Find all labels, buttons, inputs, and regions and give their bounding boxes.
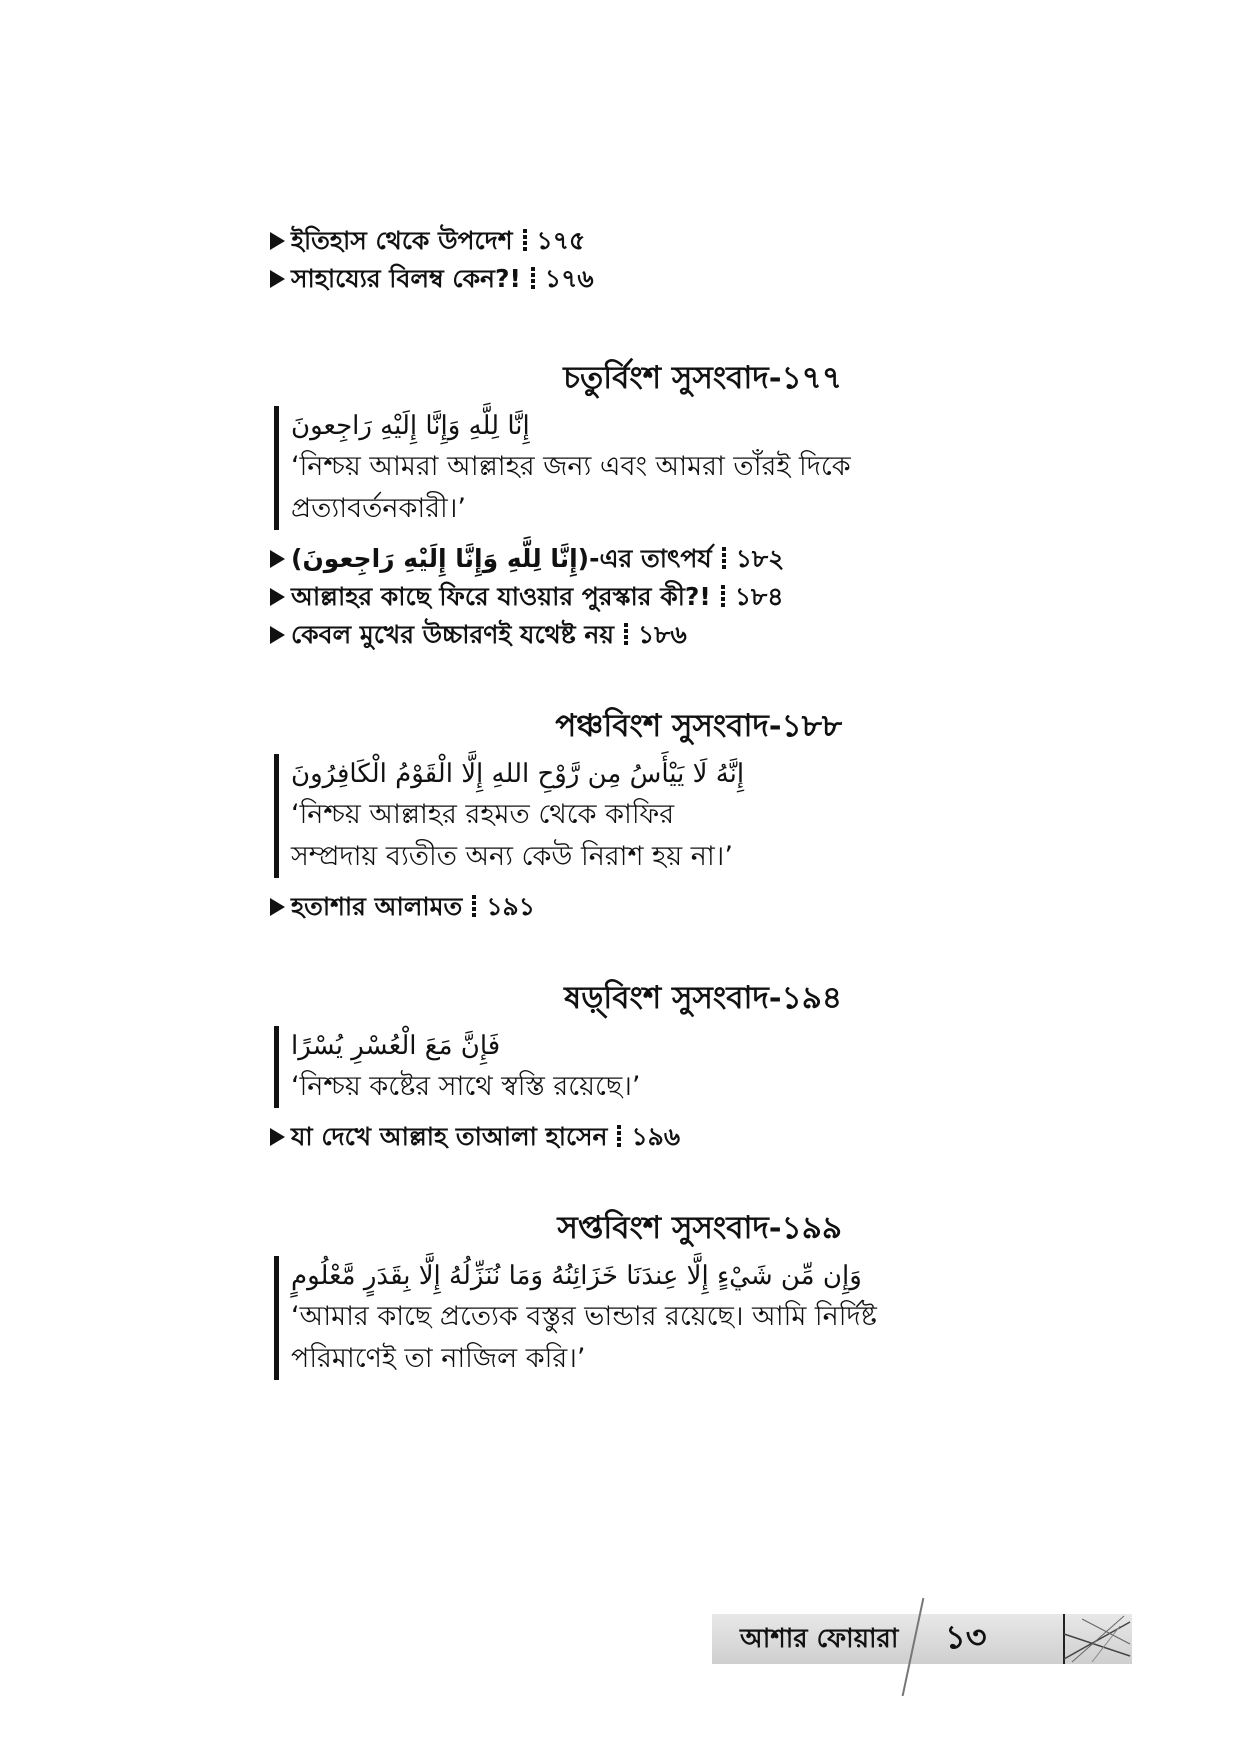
toc-item-title: কেবল মুখের উচ্চারণই যথেষ্ট নয় <box>291 620 615 649</box>
toc-item-page: ১৭৬ <box>544 264 594 293</box>
toc-item[interactable] <box>270 260 960 298</box>
verse-translation-line: সম্প্রদায় ব্যতীত অন্য কেউ নিরাশ হয় না।’ <box>291 841 733 872</box>
toc-item-page: ১৯১ <box>486 892 535 921</box>
toc-item[interactable] <box>270 888 960 926</box>
toc-item-page: ১৮২ <box>735 544 785 573</box>
verse-block <box>274 406 960 530</box>
verse-translation-line: ‘নিশ্চয় কষ্টের সাথে স্বস্তি রয়েছে।’ <box>291 1071 641 1102</box>
toc-item-title: যা দেখে আল্লাহ তাআলা হাসেন <box>291 1122 608 1151</box>
verse-block <box>274 754 960 878</box>
arabic-verse: وَإِن مِّن شَيْءٍ إِلَّا عِندَنَا خَزَائِنُهُ وَمَا نُنَزِّلُهُ إِلَّا بِقَدَرٍ مَّعْلُومٍ <box>291 1261 862 1291</box>
triangle-bullet-icon <box>270 232 285 250</box>
chapter-heading[interactable]: চতুর্বিংশ সুসংবাদ-১৭৭ <box>563 360 842 396</box>
arabic-verse: فَإِنَّ مَعَ الْعُسْرِ يُسْرًا <box>291 1031 501 1061</box>
toc-item-title: (إِنَّا لِلَّهِ وَإِنَّا إِلَيْهِ رَاجِعونَ)-এর তাৎপর্য <box>291 544 712 573</box>
verse-block <box>274 1026 960 1108</box>
decorative-lines-icon <box>1062 1614 1132 1664</box>
triangle-bullet-icon <box>270 270 285 288</box>
triangle-bullet-icon <box>270 1128 285 1146</box>
verse-block <box>274 1256 960 1380</box>
toc-item-page: ১৭৫ <box>536 226 586 255</box>
footer-page-number: ১৩ <box>945 1618 987 1656</box>
arabic-verse: إِنَّا لِلَّهِ وَإِنَّا إِلَيْهِ رَاجِعونَ <box>291 411 530 441</box>
chapter-heading[interactable]: পঞ্চবিংশ সুসংবাদ-১৮৮ <box>555 708 842 744</box>
toc-item[interactable] <box>270 616 960 654</box>
verse-translation-line: পরিমাণেই তা নাজিল করি।’ <box>291 1343 586 1374</box>
dotted-separator-icon <box>617 1125 621 1149</box>
toc-item-page: ১৯৬ <box>631 1122 681 1151</box>
toc-item[interactable] <box>270 1118 960 1156</box>
dotted-separator-icon <box>624 623 628 647</box>
toc-item-title: সাহায্যের বিলম্ব কেন?! <box>291 264 521 293</box>
chapter-heading[interactable]: ষড়্‌বিংশ সুসংবাদ-১৯৪ <box>564 980 842 1016</box>
verse-translation-line: ‘নিশ্চয় আমরা আল্লাহর জন্য এবং আমরা তাঁরই দিকে <box>291 451 851 482</box>
verse-translation-line: ‘নিশ্চয় আল্লাহর রহমত থেকে কাফির <box>291 799 675 830</box>
verse-translation-line: ‘আমার কাছে প্রত্যেক বস্তুর ভান্ডার রয়েছে। আমি নির্দিষ্ট <box>291 1301 877 1332</box>
triangle-bullet-icon <box>270 588 285 606</box>
triangle-bullet-icon <box>270 550 285 568</box>
verse-translation-line: প্রত্যাবর্তনকারী।’ <box>291 493 467 524</box>
toc-item-title: হতাশার আলামত <box>291 892 463 921</box>
chapter-heading[interactable]: সপ্তবিংশ সুসংবাদ-১৯৯ <box>557 1210 842 1246</box>
toc-item-title: আল্লাহর কাছে ফিরে যাওয়ার পুরস্কার কী?! <box>291 582 711 611</box>
toc-item-page: ১৮৬ <box>638 620 687 649</box>
toc-content <box>270 222 960 1380</box>
dotted-separator-icon <box>472 895 476 919</box>
toc-item[interactable] <box>270 578 960 616</box>
toc-item-page: ১৮৪ <box>734 582 784 611</box>
dotted-separator-icon <box>721 585 725 609</box>
toc-item[interactable] <box>270 222 960 260</box>
triangle-bullet-icon <box>270 898 285 916</box>
triangle-bullet-icon <box>270 626 285 644</box>
toc-item[interactable] <box>270 540 960 578</box>
dotted-separator-icon <box>722 547 726 571</box>
footer-book-title: আশার ফোয়ারা <box>740 1624 899 1654</box>
arabic-verse: إِنَّهُ لَا يَيْأَسُ مِن رَّوْحِ اللهِ إِلَّا الْقَوْمُ الْكَافِرُونَ <box>291 759 745 789</box>
dotted-separator-icon <box>531 267 535 291</box>
toc-item-title: ইতিহাস থেকে উপদেশ <box>291 226 513 255</box>
dotted-separator-icon <box>523 229 527 253</box>
